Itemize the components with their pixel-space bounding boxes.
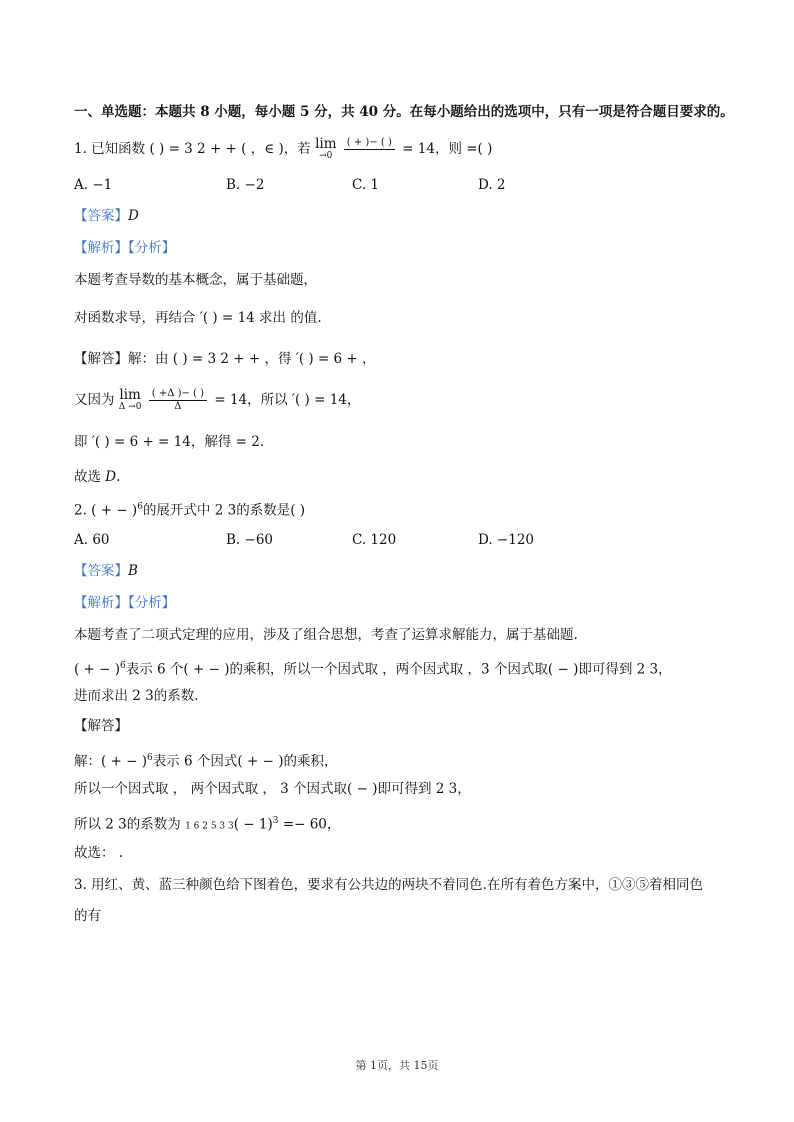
- q1-option-c: C. 1: [352, 177, 380, 193]
- q2-analysis-2-exponent: 6: [120, 661, 126, 671]
- q2-solution-3-combinations: 1 6 2 5 3 3: [185, 821, 234, 832]
- q3-stem-1: 3. 用红、黄、蓝三种颜色给下图着色，要求有公共边的两块不着同色.在所有着色方案中，①③⑤着相同色: [74, 877, 703, 893]
- q2-solution-1-tail: 表示 6 个因式( + − )的乘积，: [152, 753, 338, 770]
- q2-solution-3-factor: ( − 1): [233, 816, 273, 833]
- q1-lim-word: lim: [315, 135, 337, 152]
- q1-solution-2-tail: = 14，所以 ′( ) = 14，: [214, 392, 361, 408]
- q2-analysis-2-text: ( + − ): [74, 661, 121, 678]
- q1-conclusion-period: .: [116, 469, 121, 485]
- page-footer: 第 1页，共 15页: [355, 1059, 439, 1072]
- q2-answer-tag: 【答案】: [74, 563, 128, 579]
- q2-stem-text: 2. ( + − ): [74, 502, 138, 519]
- q2-option-d: D. −120: [478, 532, 535, 548]
- q1-limit-2: [118, 386, 142, 413]
- q1-option-d: D. 2: [478, 177, 506, 193]
- q2-stem-exponent: 6: [137, 502, 143, 512]
- q1-solution-2-text: 又因为: [74, 392, 115, 408]
- q1-solution-2: [74, 388, 734, 413]
- q1-analysis-tag-text: 【解析】【分析】: [74, 240, 176, 256]
- q1-option-a: A. −1: [74, 177, 113, 193]
- q1-conclusion-text: 故选: [74, 469, 101, 485]
- q1-answer: [74, 206, 734, 226]
- q2-solution-3-result: =− 60，: [278, 816, 341, 833]
- q1-lim-sub: →0: [319, 150, 333, 161]
- section-heading: 一、单选题：本题共 8 小题，每小题 5 分，共 40 分。在每小题给出的选项中，只有一项是符合题目要求的。: [74, 104, 734, 120]
- q1-analysis-2: 对函数求导，再结合 ′( ) = 14 求出 的值.: [74, 310, 322, 326]
- q1-lim2-sub: Δ →0: [118, 401, 142, 412]
- q1-answer-tag: 【答案】: [74, 208, 128, 224]
- q2-solution-3-text: 所以 2 3的系数为: [74, 816, 181, 833]
- q1-frac-num: ( + )− ( ): [344, 137, 395, 150]
- q1-fraction: [344, 137, 395, 162]
- q1-solution-3: 即 ′( ) = 6 + = 14，解得 = 2.: [74, 434, 265, 450]
- q1-fraction-2: [149, 388, 207, 413]
- q2-analysis-tag: [74, 593, 734, 613]
- q1-analysis-1: 本题考查导数的基本概念，属于基础题，: [74, 272, 317, 288]
- q1-analysis-tag: [74, 238, 734, 258]
- q2-option-b: B. −60: [226, 532, 273, 548]
- q2-analysis-1: 本题考查了二项式定理的应用，涉及了组合思想，考查了运算求解能力，属于基础题.: [74, 627, 578, 643]
- q1-frac2-den: Δ: [174, 401, 182, 412]
- q1-lim2-word: lim: [119, 386, 141, 403]
- q1-limit: [315, 135, 337, 162]
- q2-analysis-2-tail: 表示 6 个( + − )的乘积，所以一个因式取 ，两个因式取 ，3 个因式取( − )即可得到 2 3，: [125, 661, 672, 678]
- q3-stem-2: 的有: [74, 908, 101, 924]
- q2-solution-1-text: 解：( + − ): [74, 753, 148, 770]
- q2-option-a: A. 60: [74, 532, 110, 548]
- q2-analysis-2: [74, 656, 734, 680]
- q1-stem-text: 1. 已知函数 ( ) = 3 2 + + ( ，∈ )，若: [74, 141, 311, 157]
- q1-option-b: B. −2: [226, 177, 265, 193]
- q2-stem-tail: 的展开式中 2 3的系数是( ): [142, 502, 306, 519]
- q1-frac2-num: ( +Δ )− ( ): [149, 388, 207, 401]
- q2-solution-tag: 【解答】: [74, 718, 128, 734]
- q2-solution-1-exponent: 6: [147, 753, 153, 763]
- q1-conclusion: [74, 467, 734, 487]
- q2-solution-3-exponent: 3: [272, 816, 279, 826]
- q2-analysis-3: 进而求出 2 3的系数.: [74, 688, 199, 704]
- q1-stem: [74, 137, 734, 162]
- q2-stem: [74, 497, 734, 521]
- q1-frac-den: [344, 150, 395, 162]
- q2-solution-3: [74, 811, 734, 837]
- q1-answer-value: D: [128, 208, 139, 224]
- q2-solution-1: [74, 748, 734, 772]
- q2-conclusion: 故选： .: [74, 845, 124, 861]
- q2-answer-value: B: [128, 563, 138, 579]
- q1-conclusion-choice: D: [105, 469, 117, 485]
- q1-stem-tail: = 14，则 =( ): [402, 141, 493, 157]
- q2-option-c: C. 120: [352, 532, 397, 548]
- q2-analysis-tag-text: 【解析】【分析】: [74, 595, 176, 611]
- q2-solution-2: 所以一个因式取 ， 两个因式取 ， 3 个因式取( − )即可得到 2 3，: [74, 781, 471, 797]
- q1-solution-1: 【解答】解：由 ( ) = 3 2 + + ，得 ′( ) = 6 + ，: [74, 351, 376, 367]
- q2-answer: [74, 561, 734, 581]
